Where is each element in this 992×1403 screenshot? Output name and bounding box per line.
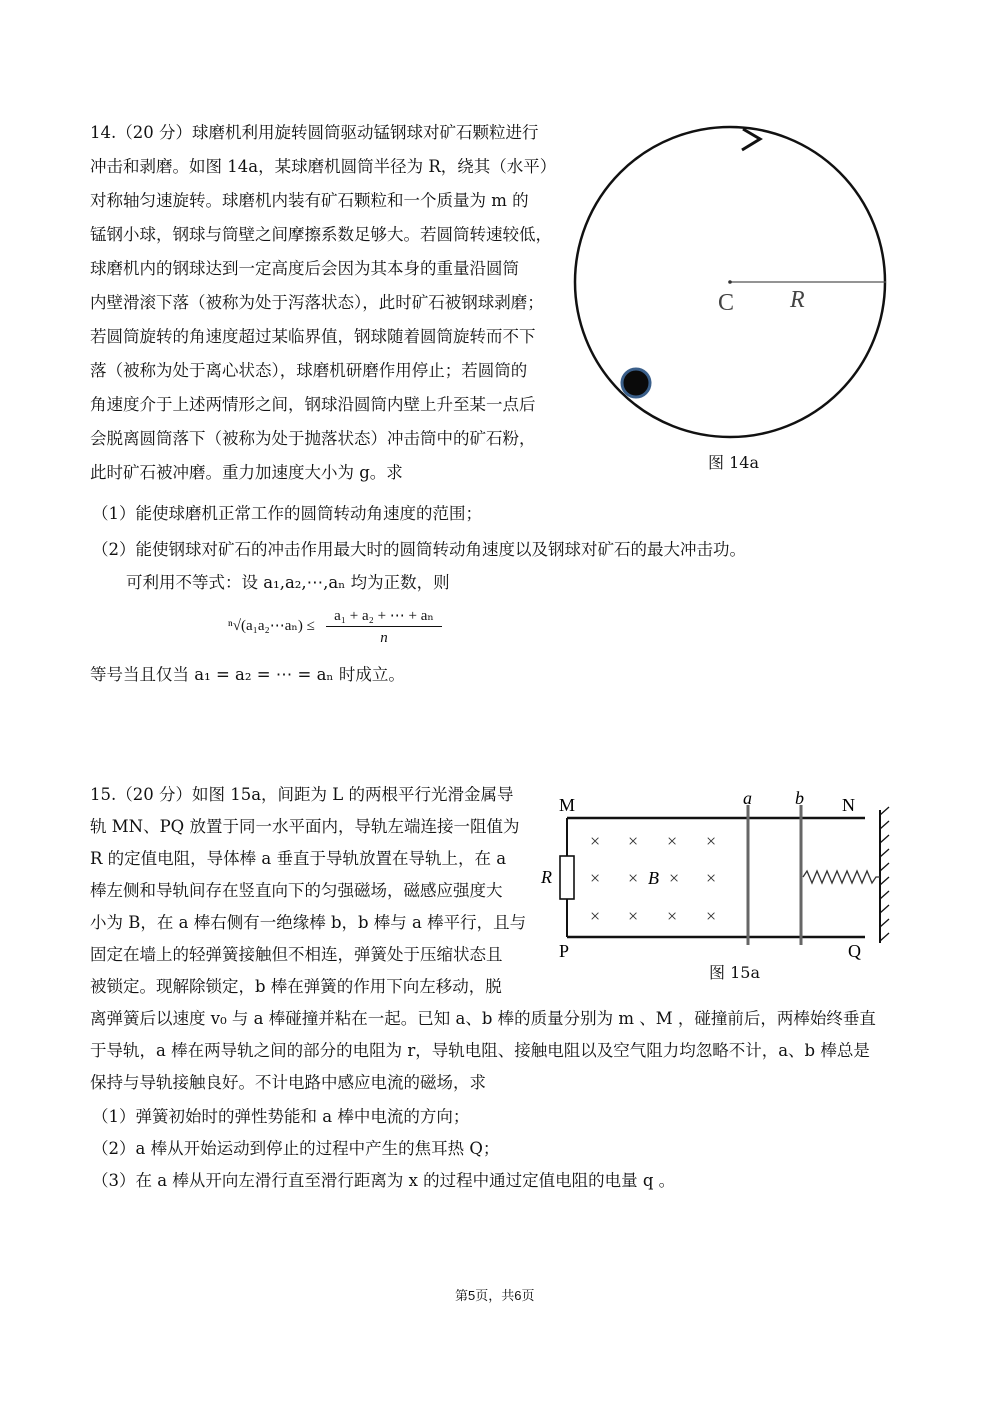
field-cross: × — [669, 868, 680, 888]
q14-line-9: 角速度介于上述两情形之间，钢球沿圆筒内壁上升至某一点后 — [90, 395, 536, 414]
q14-line-8: 落（被称为处于离心状态），球磨机研磨作用停止；若圆筒的 — [90, 361, 528, 380]
label-b: b — [795, 788, 804, 808]
formula-numerator: a₁ + a₂ + ⋯ + aₙ — [326, 606, 442, 627]
field-cross: × — [628, 831, 639, 851]
label-p: P — [559, 941, 570, 961]
field-cross: × — [706, 906, 717, 926]
q14-line-4: 锰钢小球，钢球与筒壁之间摩擦系数足够大。若圆筒转速较低， — [90, 225, 552, 244]
radius-label: R — [790, 287, 805, 313]
steel-ball — [622, 369, 650, 397]
inequality-formula — [228, 606, 458, 654]
field-cross: × — [590, 831, 601, 851]
label-r: R — [541, 867, 552, 887]
q14-line-3: 对称轴匀速旋转。球磨机内装有矿石颗粒和一个质量为 m 的 — [90, 191, 529, 210]
q15-sub-2: （2）a 棒从开始运动到停止的过程中产生的焦耳热 Q； — [92, 1139, 500, 1158]
resistor — [560, 856, 574, 899]
q14-line-10: 会脱离圆筒落下（被称为处于抛落状态）冲击筒中的矿石粉， — [90, 429, 536, 448]
q15-line-9: 于导轨，a 棒在两导轨之间的部分的电阻为 r，导轨电阻、接触电阻以及空气阻力均忽略不计，a、b 棒总是 — [90, 1041, 870, 1060]
spring — [803, 871, 880, 883]
formula-lhs: ⁿ√(a₁a₂⋯aₙ) ≤ — [228, 618, 315, 634]
rotation-arrow-icon — [742, 129, 760, 150]
figure-14a — [560, 110, 900, 480]
field-cross: × — [706, 868, 717, 888]
q15-line-7: 被锁定。现解除锁定，b 棒在弹簧的作用下向左移动，脱 — [90, 977, 502, 996]
figure-15a-caption: 图 15a — [709, 963, 760, 982]
q14-sub-1: （1）能使球磨机正常工作的圆筒转动角速度的范围； — [92, 504, 482, 523]
q15-line-1: 15.（20 分）如图 15a，间距为 L 的两根平行光滑金属导 — [90, 785, 514, 804]
label-n: N — [842, 795, 855, 815]
label-b-field: B — [648, 868, 659, 888]
q15-line-6: 固定在墙上的轻弹簧接触但不相连，弹簧处于压缩状态且 — [90, 945, 503, 964]
q14-sub-2: （2）能使钢球对矿石的冲击作用最大时的圆筒转动角速度以及钢球对矿石的最大冲击功。 — [92, 540, 746, 559]
q15-line-8: 离弹簧后以速度 v₀ 与 a 棒碰撞并粘在一起。已知 a、b 棒的质量分别为 m 、M ，碰撞前后，两棒始终垂直 — [90, 1009, 876, 1028]
label-m: M — [559, 795, 576, 815]
q15-sub-3: （3）在 a 棒从开向左滑行直至滑行距离为 x 的过程中通过定值电阻的电量 q 。 — [92, 1171, 676, 1190]
q15-line-3: R 的定值电阻，导体棒 a 垂直于导轨放置在导轨上，在 a — [90, 849, 507, 868]
figure-15a — [535, 785, 910, 980]
q14-line-5: 球磨机内的钢球达到一定高度后会因为其本身的重量沿圆筒 — [90, 259, 519, 278]
q14-line-1: 14.（20 分）球磨机利用旋转圆筒驱动锰钢球对矿石颗粒进行 — [90, 123, 539, 142]
field-cross: × — [590, 906, 601, 926]
q14-line-7: 若圆筒旋转的角速度超过某临界值，钢球随着圆筒旋转而不下 — [90, 327, 536, 346]
field-cross: × — [590, 868, 601, 888]
q14-hint: 可利用不等式：设 a₁,a₂,⋯,aₙ 均为正数，则 — [126, 573, 450, 592]
figure-14a-caption: 图 14a — [708, 453, 759, 472]
field-cross: × — [628, 868, 639, 888]
q15-line-5: 小为 B，在 a 棒右侧有一绝缘棒 b，b 棒与 a 棒平行，且与 — [90, 913, 527, 932]
q14-line-6: 内壁滑滚下落（被称为处于泻落状态），此时矿石被钢球剥磨； — [90, 293, 544, 312]
page-footer: 第5页，共6页 — [455, 1288, 535, 1303]
formula-denominator: n — [380, 630, 388, 646]
q15-line-2: 轨 MN、PQ 放置于同一水平面内，导轨左端连接一阻值为 — [90, 817, 520, 836]
q15-line-4: 棒左侧和导轨间存在竖直向下的匀强磁场，磁感应强度大 — [90, 881, 503, 900]
label-q: Q — [848, 941, 861, 961]
q14-line-2: 冲击和剥磨。如图 14a，某球磨机圆筒半径为 R，绕其（水平） — [90, 157, 557, 176]
q15-line-10: 保持与导轨接触良好。不计电路中感应电流的磁场，求 — [90, 1073, 486, 1092]
q14-line-11: 此时矿石被冲磨。重力加速度大小为 g。求 — [90, 463, 403, 482]
q15-sub-1: （1）弹簧初始时的弹性势能和 a 棒中电流的方向； — [92, 1107, 470, 1126]
center-dot — [728, 280, 732, 284]
center-label: C — [718, 290, 735, 316]
field-cross: × — [667, 831, 678, 851]
label-a: a — [743, 788, 752, 808]
field-cross: × — [628, 906, 639, 926]
field-cross: × — [667, 906, 678, 926]
wall-hatch — [880, 807, 889, 941]
field-cross: × — [706, 831, 717, 851]
q14-equality: 等号当且仅当 a₁ = a₂ = ⋯ = aₙ 时成立。 — [90, 665, 405, 684]
